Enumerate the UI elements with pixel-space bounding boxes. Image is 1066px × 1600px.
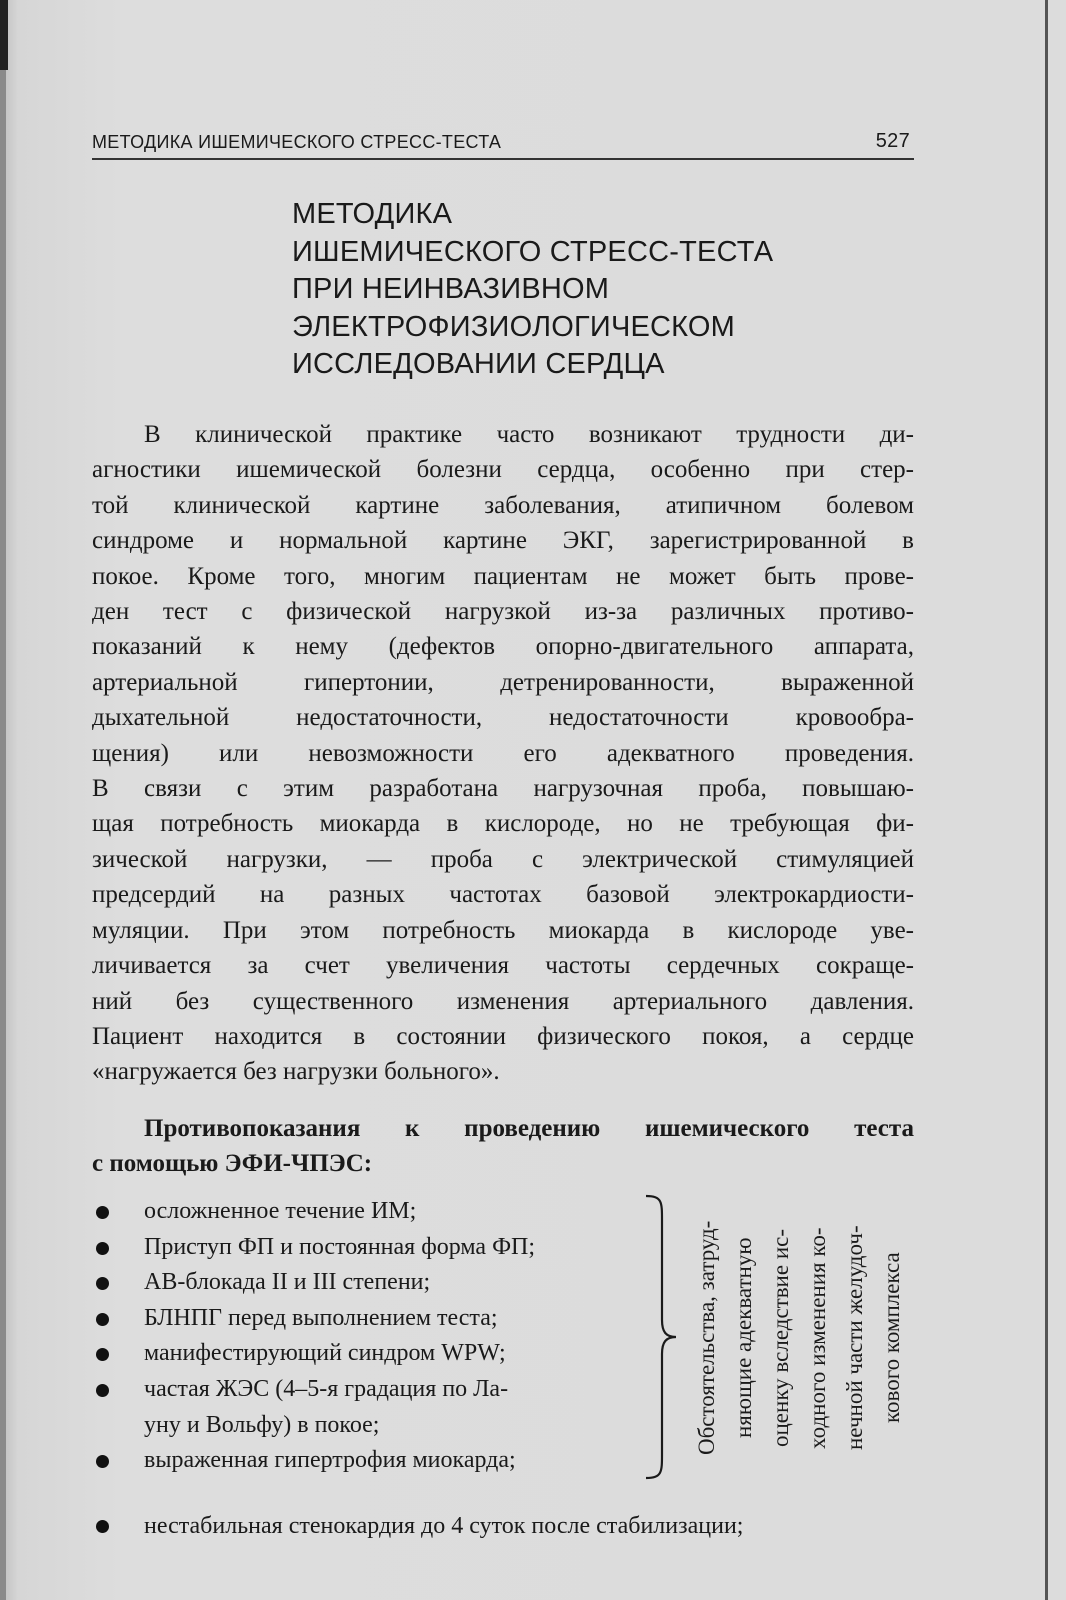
- paragraph-line: ден тест с физической нагрузкой из-за различных противо-: [92, 598, 914, 626]
- title-line: ПРИ НЕИНВАЗИВНОМ: [292, 273, 610, 306]
- note-column: Обстоятельства, затруд-: [694, 1220, 719, 1456]
- bullet-icon: [96, 1277, 109, 1290]
- paragraph-line: покое. Кроме того, многим пациентам не может быть прове-: [92, 562, 914, 590]
- list-item: [92, 1443, 672, 1479]
- page-number: 527: [875, 130, 910, 152]
- paragraph-line: синдроме и нормальной картине ЭКГ, зарегистрированной в: [92, 527, 914, 555]
- page-edge-shadow: [0, 0, 6, 1600]
- header-rule: [92, 158, 914, 160]
- paragraph-line: щения) или невозможности его адекватного проведения.: [92, 739, 914, 767]
- paragraph-line: «нагружается без нагрузки больного».: [92, 1058, 500, 1086]
- running-title: МЕТОДИКА ИШЕМИЧЕСКОГО СТРЕСС-ТЕСТА: [92, 132, 502, 152]
- title-line: ИССЛЕДОВАНИИ СЕРДЦА: [292, 348, 665, 381]
- bullet-icon: [96, 1313, 109, 1326]
- title-line: МЕТОДИКА: [292, 198, 453, 230]
- heading-line: Противопоказания к проведению ишемического теста: [144, 1115, 914, 1142]
- bullet-icon: [96, 1206, 109, 1219]
- paragraph-line: муляции. При этом потребность миокарда в кислороде уве-: [92, 916, 914, 944]
- chapter-title: [292, 196, 892, 384]
- page-edge-mark: [0, 0, 8, 70]
- note-column: ходного изменения ко-: [805, 1227, 830, 1449]
- list-item-text: уну и Вольфу) в покое;: [144, 1411, 380, 1438]
- list-item-text: частая ЖЭС (4–5-я градация по Ла-: [144, 1375, 509, 1402]
- bullet-icon: [96, 1242, 109, 1255]
- note-column: нечной части желудоч-: [842, 1225, 867, 1451]
- bullet-icon: [96, 1384, 109, 1397]
- note-column: няющие адекватную: [731, 1237, 756, 1439]
- paragraph-line: той клинической картине заболевания, атипичном болевом: [92, 491, 914, 519]
- paragraph-line: В клинической практике часто возникают трудности ди-: [144, 421, 914, 448]
- title-line: ЭЛЕКТРОФИЗИОЛОГИЧЕСКОМ: [292, 310, 736, 343]
- paragraph-line: Пациент находится в состоянии физического покоя, а сердце: [92, 1022, 914, 1050]
- paragraph-line: личивается за счет увеличения частоты сердечных сокраще-: [92, 952, 914, 980]
- intro-paragraph: [92, 417, 914, 1090]
- paragraph-line: агностики ишемической болезни сердца, особенно при стер-: [92, 456, 914, 484]
- paragraph-line: показаний к нему (дефектов опорно-двигательного аппарата,: [92, 633, 914, 661]
- bullet-icon: [96, 1520, 109, 1533]
- list-item-text: АВ-блокада II и III степени;: [144, 1269, 431, 1296]
- list-item: [92, 1508, 984, 1544]
- paragraph-line: предсердий на разных частотах базовой электрокардиости-: [92, 881, 914, 909]
- list-item-text: нестабильная стенокардия до 4 суток после стабилизации;: [144, 1513, 744, 1539]
- list-item-text: БЛНПГ перед выполнением теста;: [144, 1304, 498, 1331]
- list-item: [92, 1265, 672, 1301]
- note-column: оценку вследствие ис-: [768, 1229, 793, 1448]
- title-line: ИШЕМИЧЕСКОГО СТРЕСС-ТЕСТА: [292, 235, 774, 268]
- running-header: [92, 130, 910, 160]
- list-item-text: выраженная гипертрофия миокарда;: [144, 1447, 516, 1474]
- list-item: [92, 1372, 672, 1408]
- curly-brace-icon: [640, 1192, 684, 1482]
- bullet-icon: [96, 1455, 109, 1468]
- paragraph-line: зической нагрузки, — проба с электрической стимуляцией: [92, 845, 914, 873]
- paragraph-line: дыхательной недостаточности, недостаточности кровообра-: [92, 704, 914, 732]
- bullet-icon: [96, 1348, 109, 1361]
- list-item-continuation: [92, 1408, 672, 1444]
- list-item-text: осложненное течение ИМ;: [144, 1198, 417, 1224]
- list-item: [92, 1230, 672, 1266]
- paragraph-line: ний без существенного изменения артериального давления.: [92, 987, 914, 1015]
- contraindications-list: [92, 1194, 672, 1479]
- paragraph-line: щая потребность миокарда в кислороде, но не требующая фи-: [92, 810, 914, 838]
- paragraph-line: В связи с этим разработана нагрузочная проба, повышаю-: [92, 775, 914, 803]
- page-right-border: [1045, 0, 1048, 1600]
- note-column: кового комплекса: [879, 1252, 904, 1424]
- paragraph-line: артериальной гипертонии, детренированности, выраженной: [92, 668, 914, 696]
- list-item-text: манифестирующий синдром WPW;: [144, 1340, 506, 1367]
- list-item: [92, 1194, 672, 1230]
- heading-line: с помощью ЭФИ-ЧПЭС:: [92, 1150, 373, 1177]
- contraindications-heading: [92, 1111, 914, 1181]
- brace-note: [690, 1188, 920, 1488]
- list-item-text: Приступ ФП и постоянная форма ФП;: [144, 1233, 536, 1260]
- list-item: [92, 1336, 672, 1372]
- list-item: [92, 1301, 672, 1337]
